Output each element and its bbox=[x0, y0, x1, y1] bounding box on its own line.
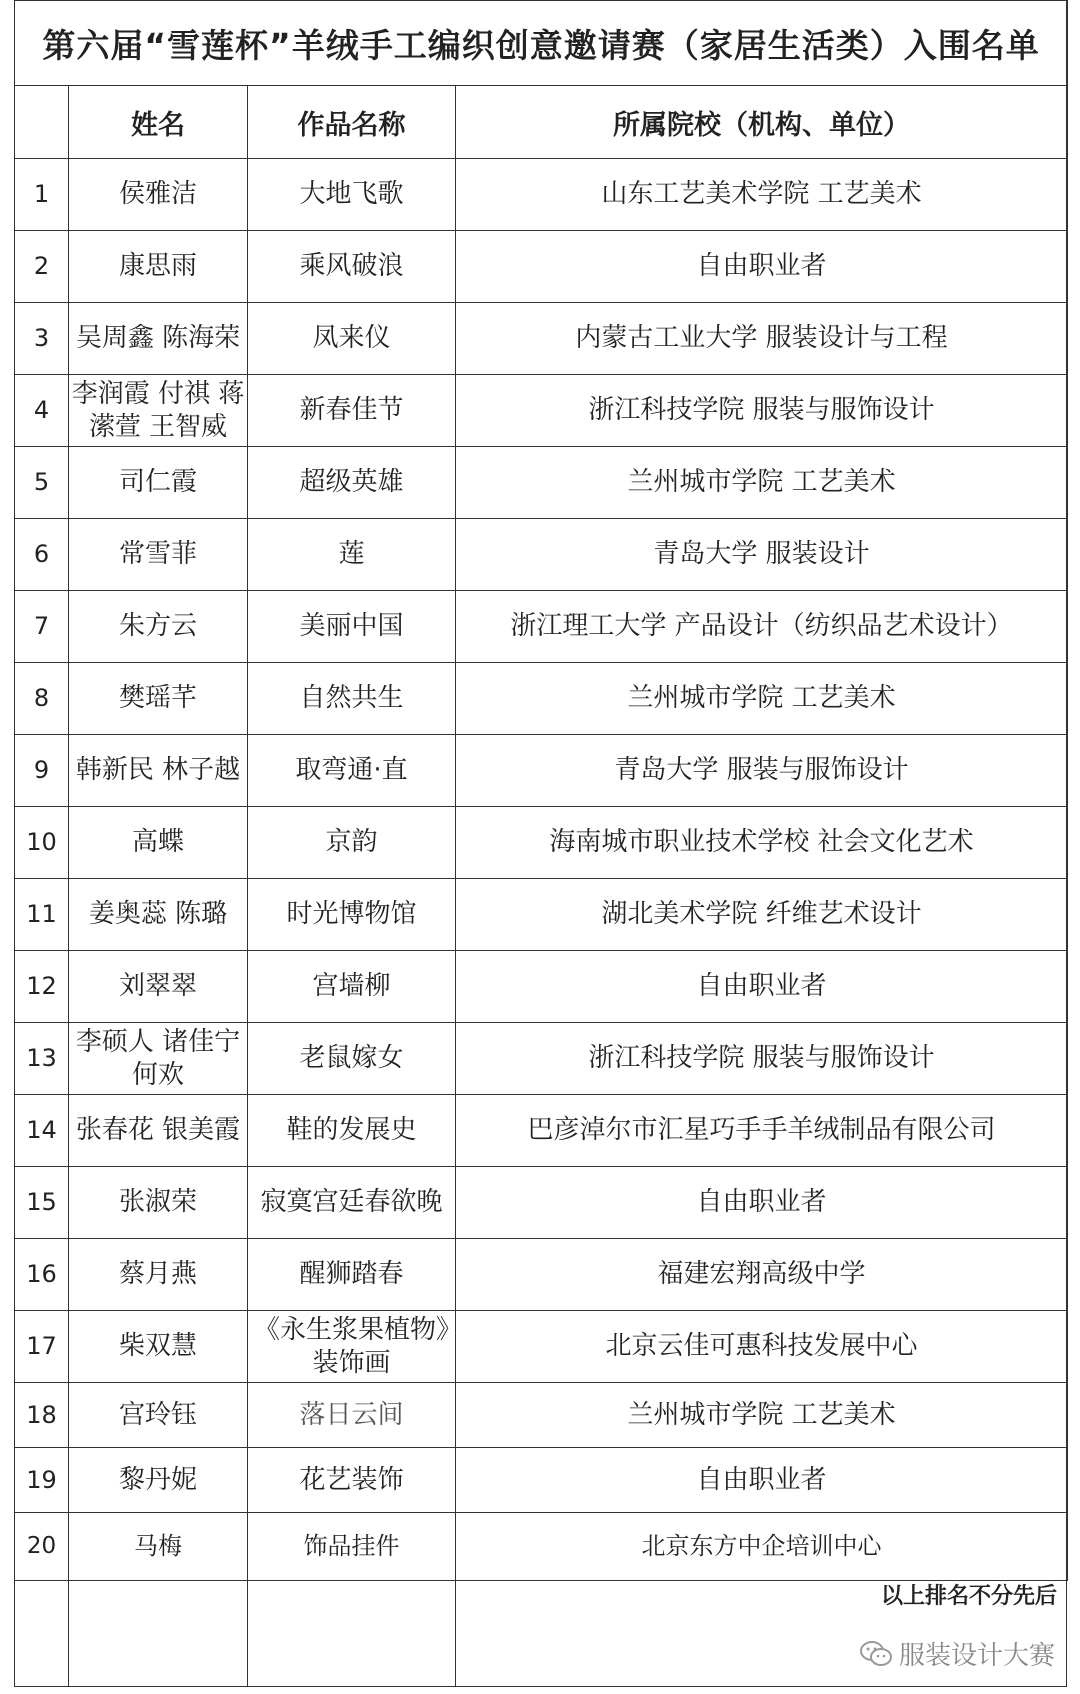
cell-organization-text: 山东工艺美术学院 工艺美术 bbox=[601, 179, 922, 209]
cell-name-text: 常雪菲 bbox=[118, 539, 197, 569]
cell-name bbox=[69, 375, 248, 447]
cell-organization-text: 浙江理工大学 产品设计（纺织品艺术设计） bbox=[510, 611, 1013, 641]
cell-name bbox=[69, 807, 248, 879]
cell-number-text: 2 bbox=[33, 252, 50, 280]
cell-number bbox=[15, 663, 69, 735]
cell-number-text: 10 bbox=[26, 828, 57, 856]
cell-name bbox=[69, 1513, 248, 1581]
table-row bbox=[15, 303, 1068, 375]
cell-name-text: 侯雅洁 bbox=[118, 179, 197, 209]
table-row bbox=[15, 591, 1068, 663]
cell-work-text: 花艺装饰 bbox=[299, 1464, 404, 1495]
cell-number-text: 9 bbox=[33, 756, 50, 784]
table-row bbox=[15, 1239, 1068, 1311]
cell-work-text: 美丽中国 bbox=[299, 611, 404, 641]
table-row bbox=[15, 951, 1068, 1023]
cell-work bbox=[248, 519, 456, 591]
table-row bbox=[15, 1023, 1068, 1095]
cell-name-text: 刘翠翠 bbox=[118, 971, 197, 1001]
cell-number bbox=[15, 447, 69, 519]
cell-name-text: 樊瑶芊 bbox=[118, 683, 197, 713]
table-row bbox=[15, 807, 1068, 879]
cell-name-text: 李硕人 诸佳宁 何欢 bbox=[75, 1026, 241, 1090]
title-row bbox=[15, 1, 1068, 86]
cell-organization-text: 自由职业者 bbox=[696, 971, 827, 1001]
cell-organization-text: 北京东方中企培训中心 bbox=[641, 1532, 882, 1560]
table-row bbox=[15, 375, 1068, 447]
table-row bbox=[15, 1383, 1068, 1448]
cell-name bbox=[69, 1095, 248, 1167]
cell-name bbox=[69, 879, 248, 951]
cell-work bbox=[248, 1023, 456, 1095]
cell-organization-text: 北京云佳可惠科技发展中心 bbox=[605, 1331, 918, 1361]
header-row bbox=[15, 86, 1068, 159]
cell-work bbox=[248, 1383, 456, 1448]
cell-work bbox=[248, 1311, 456, 1383]
cell-name bbox=[69, 951, 248, 1023]
cell-organization bbox=[456, 1023, 1068, 1095]
cell-work-text: 自然共生 bbox=[299, 683, 404, 713]
cell-work-text: 醒狮踏春 bbox=[299, 1259, 404, 1289]
wechat-icon bbox=[859, 1640, 893, 1668]
column-divider bbox=[68, 1573, 69, 1687]
cell-number bbox=[15, 375, 69, 447]
cell-number-text: 20 bbox=[26, 1533, 57, 1559]
cell-organization-text: 自由职业者 bbox=[696, 1464, 827, 1495]
cell-work-text: 《永生浆果植物》装饰画 bbox=[253, 1314, 449, 1378]
ranking-note: 以上排名不分先后 bbox=[880, 1584, 1057, 1609]
cell-work-text: 饰品挂件 bbox=[303, 1532, 400, 1560]
cell-organization bbox=[456, 663, 1068, 735]
cell-work bbox=[248, 375, 456, 447]
table-row bbox=[15, 1513, 1068, 1581]
table-row bbox=[15, 231, 1068, 303]
cell-name-text: 马梅 bbox=[134, 1532, 182, 1560]
cell-work-text: 京韵 bbox=[325, 827, 378, 857]
cell-name-text: 康思雨 bbox=[118, 251, 197, 281]
cell-number-text: 1 bbox=[33, 180, 50, 208]
cell-number bbox=[15, 1023, 69, 1095]
cell-name-text: 李润霞 付祺 蒋潆萱 王智威 bbox=[71, 378, 245, 442]
table-row bbox=[15, 1311, 1068, 1383]
cell-name-text: 黎丹妮 bbox=[118, 1464, 197, 1495]
cell-name-text: 柴双慧 bbox=[118, 1331, 197, 1361]
cell-work bbox=[248, 951, 456, 1023]
cell-organization-text: 兰州城市学院 工艺美术 bbox=[627, 1399, 896, 1430]
table-row bbox=[15, 1448, 1068, 1513]
shortlist-table bbox=[14, 0, 1068, 1581]
cell-organization-text: 海南城市职业技术学校 社会文化艺术 bbox=[549, 827, 974, 857]
cell-work bbox=[248, 807, 456, 879]
cell-number-text: 5 bbox=[33, 468, 50, 496]
header-organization: 所属院校（机构、单位） bbox=[456, 86, 1068, 159]
cell-work bbox=[248, 735, 456, 807]
cell-name-text: 朱方云 bbox=[118, 611, 197, 641]
cell-name-text: 张春花 银美霞 bbox=[75, 1115, 241, 1145]
cell-work bbox=[248, 1448, 456, 1513]
cell-number bbox=[15, 303, 69, 375]
cell-name bbox=[69, 447, 248, 519]
cell-number-text: 11 bbox=[26, 900, 57, 928]
cell-name bbox=[69, 1383, 248, 1448]
cell-work bbox=[248, 663, 456, 735]
cell-name-text: 蔡月燕 bbox=[118, 1259, 197, 1289]
cell-name bbox=[69, 1167, 248, 1239]
cell-organization-text: 浙江科技学院 服装与服饰设计 bbox=[588, 1043, 935, 1073]
header-number bbox=[15, 86, 69, 159]
table-row bbox=[15, 447, 1068, 519]
footer-area bbox=[14, 1573, 1067, 1687]
cell-organization bbox=[456, 447, 1068, 519]
table-row bbox=[15, 1167, 1068, 1239]
cell-number-text: 13 bbox=[26, 1044, 57, 1072]
cell-number-text: 4 bbox=[33, 396, 50, 424]
cell-work bbox=[248, 231, 456, 303]
cell-number-text: 16 bbox=[26, 1260, 57, 1288]
cell-name bbox=[69, 303, 248, 375]
column-divider bbox=[455, 1573, 456, 1687]
cell-number bbox=[15, 879, 69, 951]
table-row bbox=[15, 1095, 1068, 1167]
cell-number bbox=[15, 1448, 69, 1513]
cell-organization-text: 青岛大学 服装与服饰设计 bbox=[614, 755, 909, 785]
cell-work bbox=[248, 1239, 456, 1311]
column-divider bbox=[247, 1573, 248, 1687]
cell-organization-text: 湖北美术学院 纤维艺术设计 bbox=[601, 899, 922, 929]
cell-name bbox=[69, 591, 248, 663]
cell-work bbox=[248, 303, 456, 375]
cell-organization-text: 兰州城市学院 工艺美术 bbox=[627, 467, 896, 497]
cell-organization bbox=[456, 879, 1068, 951]
cell-work-text: 新春佳节 bbox=[299, 395, 404, 425]
cell-number-text: 7 bbox=[33, 612, 50, 640]
cell-number-text: 17 bbox=[26, 1332, 57, 1360]
cell-work-text: 时光博物馆 bbox=[286, 899, 417, 929]
cell-work-text: 老鼠嫁女 bbox=[299, 1043, 404, 1073]
cell-organization bbox=[456, 1513, 1068, 1581]
cell-work-text: 宫墙柳 bbox=[312, 971, 391, 1001]
cell-organization bbox=[456, 303, 1068, 375]
cell-number bbox=[15, 159, 69, 231]
cell-number bbox=[15, 231, 69, 303]
cell-name bbox=[69, 1023, 248, 1095]
cell-name bbox=[69, 1239, 248, 1311]
cell-work bbox=[248, 591, 456, 663]
cell-work bbox=[248, 1513, 456, 1581]
header-work: 作品名称 bbox=[248, 86, 456, 159]
cell-work-text: 超级英雄 bbox=[299, 467, 404, 497]
table-row bbox=[15, 159, 1068, 231]
cell-number bbox=[15, 519, 69, 591]
cell-number bbox=[15, 1167, 69, 1239]
cell-organization bbox=[456, 375, 1068, 447]
cell-name bbox=[69, 1448, 248, 1513]
cell-name bbox=[69, 663, 248, 735]
cell-work-text: 寂寞宫廷春欲晚 bbox=[260, 1187, 443, 1217]
table-row bbox=[15, 519, 1068, 591]
cell-organization-text: 浙江科技学院 服装与服饰设计 bbox=[588, 395, 935, 425]
cell-number bbox=[15, 1311, 69, 1383]
cell-work bbox=[248, 447, 456, 519]
cell-name-text: 姜奥蕊 陈璐 bbox=[88, 899, 228, 929]
cell-work bbox=[248, 159, 456, 231]
cell-work-text: 大地飞歌 bbox=[299, 179, 404, 209]
cell-work bbox=[248, 879, 456, 951]
cell-organization bbox=[456, 1239, 1068, 1311]
cell-organization-text: 福建宏翔高级中学 bbox=[657, 1259, 866, 1289]
cell-organization bbox=[456, 1095, 1068, 1167]
cell-name-text: 高蝶 bbox=[131, 827, 184, 857]
cell-organization bbox=[456, 1311, 1068, 1383]
cell-name-text: 吴周鑫 陈海荣 bbox=[75, 323, 241, 353]
cell-name bbox=[69, 159, 248, 231]
cell-work-text: 落日云间 bbox=[299, 1399, 404, 1430]
cell-work-text: 乘风破浪 bbox=[299, 251, 404, 281]
cell-work-text: 凤来仪 bbox=[312, 323, 391, 353]
cell-name bbox=[69, 735, 248, 807]
cell-number-text: 8 bbox=[33, 684, 50, 712]
cell-name-text: 韩新民 林子越 bbox=[75, 755, 241, 785]
cell-organization bbox=[456, 735, 1068, 807]
cell-number-text: 12 bbox=[26, 972, 57, 1000]
cell-number bbox=[15, 951, 69, 1023]
cell-name-text: 张淑荣 bbox=[118, 1187, 197, 1217]
watermark-text: 服装设计大赛 bbox=[898, 1641, 1055, 1671]
cell-work-text: 莲 bbox=[338, 539, 365, 569]
cell-organization-text: 自由职业者 bbox=[696, 1187, 827, 1217]
cell-work-text: 取弯通·直 bbox=[295, 755, 408, 785]
cell-name bbox=[69, 519, 248, 591]
cell-organization bbox=[456, 951, 1068, 1023]
cell-number-text: 15 bbox=[26, 1188, 57, 1216]
cell-organization-text: 巴彦淖尔市汇星巧手手羊绒制品有限公司 bbox=[527, 1115, 996, 1145]
cell-organization-text: 青岛大学 服装设计 bbox=[653, 539, 870, 569]
cell-number bbox=[15, 1239, 69, 1311]
cell-name bbox=[69, 1311, 248, 1383]
cell-number-text: 18 bbox=[26, 1400, 57, 1429]
cell-organization bbox=[456, 1167, 1068, 1239]
cell-organization bbox=[456, 231, 1068, 303]
table-row bbox=[15, 879, 1068, 951]
cell-organization bbox=[456, 159, 1068, 231]
cell-organization-text: 内蒙古工业大学 服装设计与工程 bbox=[575, 323, 948, 353]
cell-number bbox=[15, 1513, 69, 1581]
cell-number bbox=[15, 591, 69, 663]
cell-work bbox=[248, 1095, 456, 1167]
cell-number bbox=[15, 1383, 69, 1448]
table-row bbox=[15, 663, 1068, 735]
cell-number-text: 14 bbox=[26, 1116, 57, 1144]
cell-number bbox=[15, 735, 69, 807]
cell-number-text: 3 bbox=[33, 324, 50, 352]
cell-number-text: 19 bbox=[26, 1465, 57, 1494]
cell-work bbox=[248, 1167, 456, 1239]
bottom-border bbox=[14, 1686, 1067, 1687]
cell-organization bbox=[456, 519, 1068, 591]
header-name: 姓名 bbox=[69, 86, 248, 159]
table-row bbox=[15, 735, 1068, 807]
cell-organization bbox=[456, 1383, 1068, 1448]
cell-work-text: 鞋的发展史 bbox=[286, 1115, 417, 1145]
cell-number-text: 6 bbox=[33, 540, 50, 568]
cell-organization bbox=[456, 1448, 1068, 1513]
cell-organization bbox=[456, 807, 1068, 879]
cell-organization-text: 兰州城市学院 工艺美术 bbox=[627, 683, 896, 713]
watermark bbox=[859, 1635, 1055, 1672]
cell-organization-text: 自由职业者 bbox=[696, 251, 827, 281]
cell-number bbox=[15, 1095, 69, 1167]
cell-name-text: 宫玲钰 bbox=[118, 1399, 197, 1430]
cell-name bbox=[69, 231, 248, 303]
document-title: 第六届“雪莲杯”羊绒手工编织创意邀请赛（家居生活类）入围名单 bbox=[15, 1, 1068, 86]
cell-name-text: 司仁霞 bbox=[118, 467, 197, 497]
cell-organization bbox=[456, 591, 1068, 663]
cell-number bbox=[15, 807, 69, 879]
